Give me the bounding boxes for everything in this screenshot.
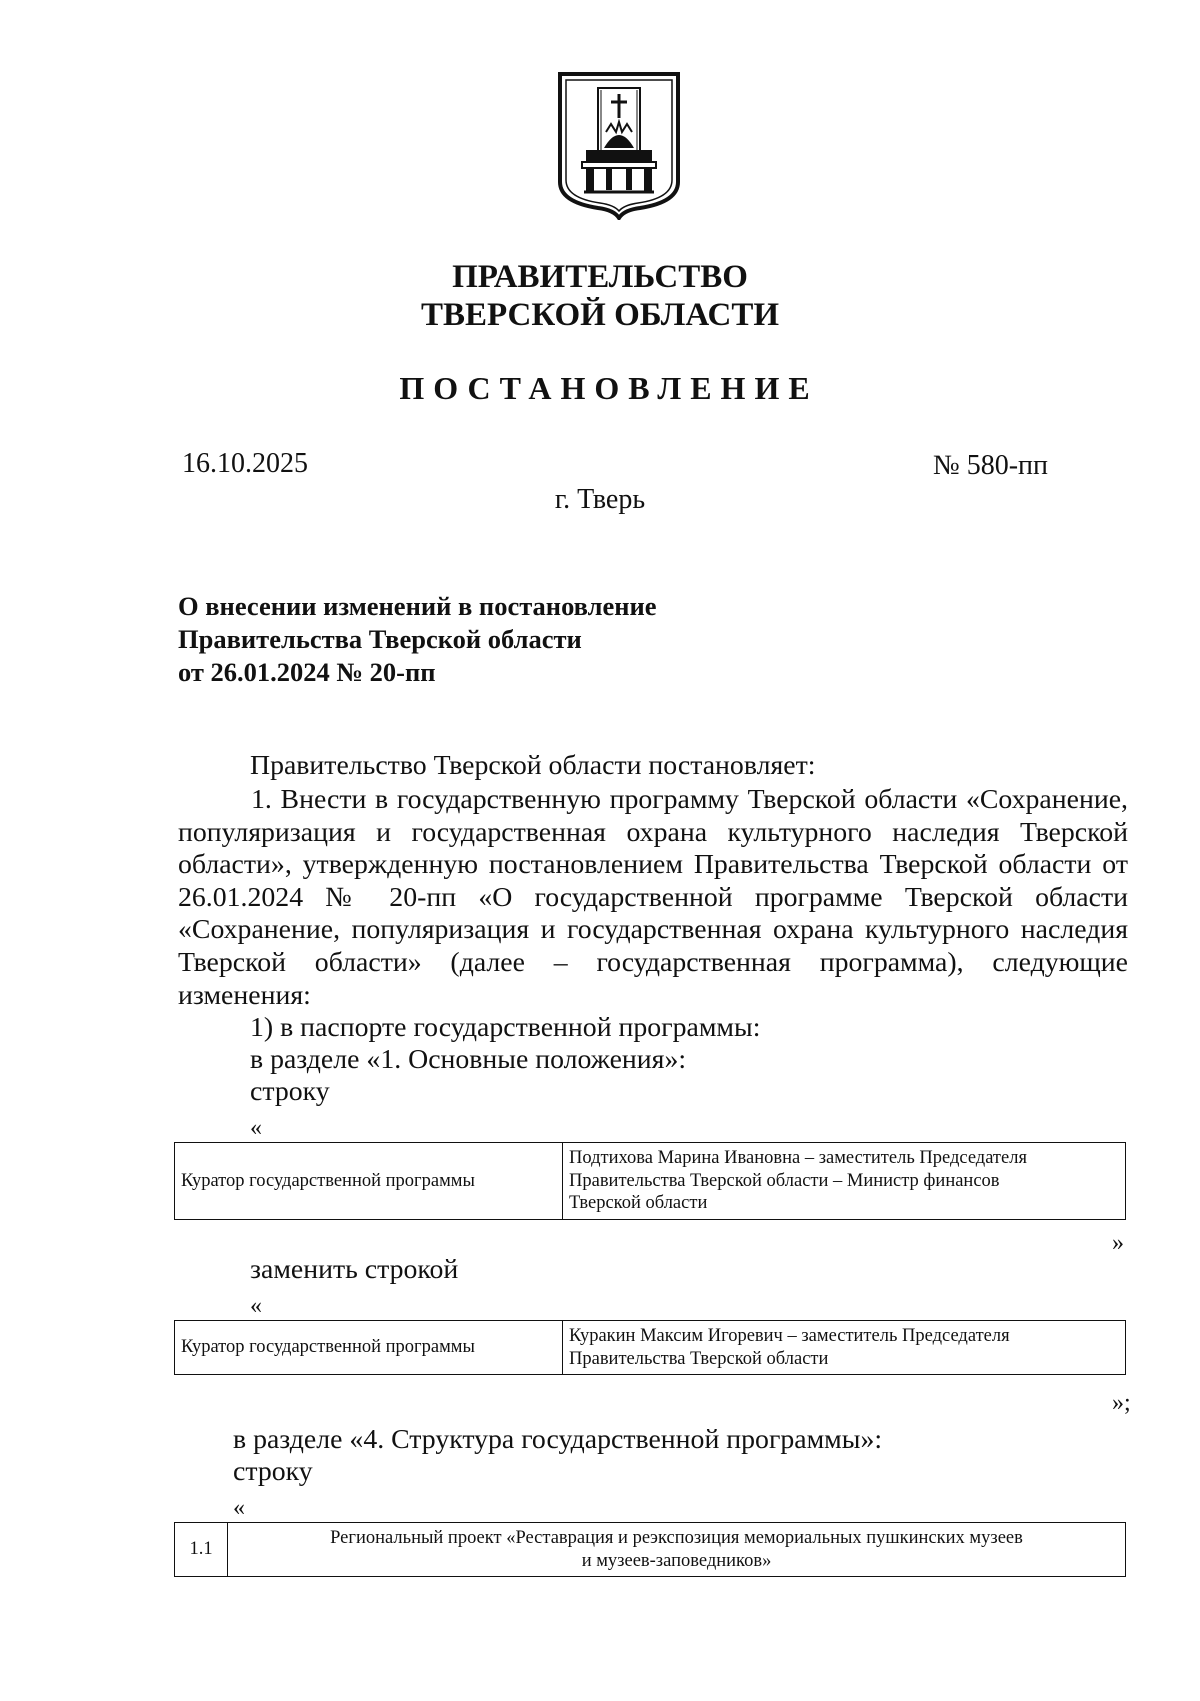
replace-with-text: заменить строкой <box>250 1254 459 1285</box>
table-new-curator <box>174 1320 1126 1375</box>
value-line-1: Подтихова Марина Ивановна – заместитель Председателя <box>569 1148 1027 1168</box>
value-line-3: Тверской области <box>569 1193 708 1213</box>
document-city: г. Тверь <box>554 484 646 515</box>
authority-line-1: ПРАВИТЕЛЬСТВО <box>452 259 748 295</box>
table-row <box>175 1523 1126 1577</box>
close-quote-2: »; <box>1112 1390 1131 1416</box>
document-type: ПОСТАНОВЛЕНИЕ <box>399 370 819 406</box>
subject-line-3: от 26.01.2024 № 20-пп <box>178 657 436 687</box>
value-line-2: Правительства Тверской области – Министр финансов <box>569 1170 1000 1191</box>
resolution-item-1: 1. Внести в государственную программу Тверской области «Сохранение, популяризация и государственная охрана культурного наследия Тверской области», утвержденную постановлением Правительства Тверской области от 26.01.2024 № 20-пп «О государственной программе Тверской области «Сохранение, популяризация и государственная охрана культурного наследия Тверской области» (далее – государственная программа), следующие изменения: <box>178 784 1128 1011</box>
document-number: № 580-пп <box>932 450 1048 481</box>
table-row <box>175 1143 1126 1220</box>
table-cell-value <box>563 1143 1126 1220</box>
row-word-2: строку <box>233 1456 313 1487</box>
close-quote-1: » <box>1112 1230 1124 1256</box>
open-quote-3: « <box>233 1495 245 1521</box>
subject-line-1: О внесении изменений в постановление <box>178 591 657 621</box>
sub-item-1: 1) в паспорте государственной программы: <box>250 1012 761 1043</box>
row-word-1: строку <box>250 1076 330 1107</box>
table-old-curator <box>174 1142 1126 1220</box>
text-line-2: и музеев-заповедников» <box>581 1550 772 1571</box>
open-quote-1: « <box>250 1115 262 1141</box>
table-cell-label: Куратор государственной программы <box>175 1143 563 1220</box>
table-cell-number: 1.1 <box>175 1523 228 1577</box>
value-line-1: Куракин Максим Игоревич – заместитель Председателя <box>569 1326 1010 1346</box>
document-date: 16.10.2025 <box>182 448 308 479</box>
value-line-2: Правительства Тверской области <box>569 1348 829 1369</box>
tver-coat-of-arms <box>556 70 682 220</box>
section-1-ref: в разделе «1. Основные положения»: <box>250 1044 687 1075</box>
text-line-1: Региональный проект «Реставрация и реэкспозиция мемориальных пушкинских музеев <box>330 1528 1023 1548</box>
issuing-authority <box>0 258 1200 334</box>
table-cell-label: Куратор государственной программы <box>175 1321 563 1375</box>
subject-line-2: Правительства Тверской области <box>178 624 582 654</box>
authority-line-2: ТВЕРСКОЙ ОБЛАСТИ <box>420 297 780 333</box>
section-4-ref: в разделе «4. Структура государственной программы»: <box>233 1424 883 1455</box>
table-program-structure <box>174 1522 1126 1577</box>
document-subject <box>178 590 657 689</box>
table-cell-value <box>563 1321 1126 1375</box>
resolution-intro: Правительство Тверской области постановляет: <box>250 750 816 781</box>
table-row <box>175 1321 1126 1375</box>
open-quote-2: « <box>250 1293 262 1319</box>
table-cell-text <box>228 1523 1126 1577</box>
